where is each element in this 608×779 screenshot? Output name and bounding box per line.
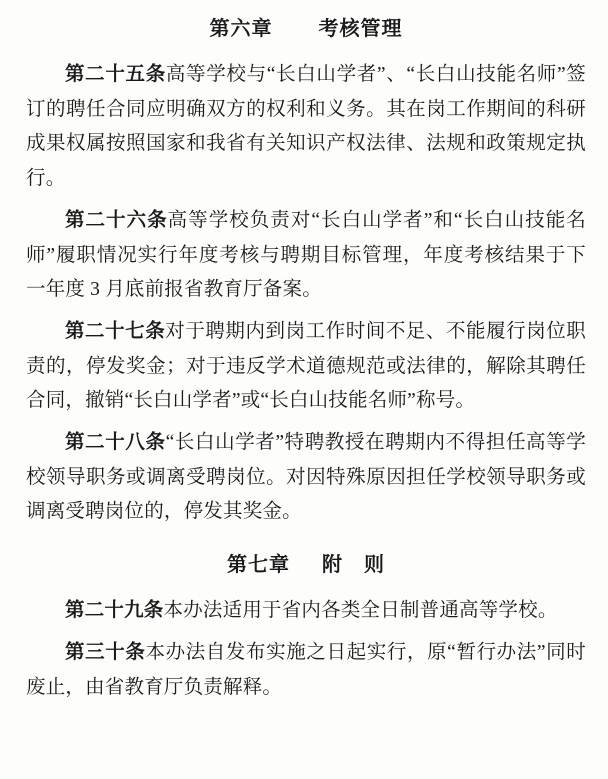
- article-27: [26, 315, 586, 419]
- chapter-heading-7: [26, 550, 586, 580]
- article-25-label: 第二十五条: [65, 64, 166, 85]
- article-26-label: 第二十六条: [65, 209, 168, 231]
- article-30-text: 本办法自发布实施之日起实行，原“暂行办法”同时废止，由省教育厅负责解释。: [26, 641, 586, 698]
- article-30: [26, 636, 586, 705]
- article-30-label: 第三十条: [65, 641, 146, 663]
- article-26-text: 高等学校负责对“长白山学者”和“长白山技能名师”履职情况实行年度考核与聘期目标管理，年度考核结果于下一年度 3 月底前报省教育厅备案。: [26, 209, 586, 301]
- article-25-text: 高等学校与“长白山学者”、“长白山技能名师”签订的聘任合同应明确双方的权利和义务。其在岗工作期间的科研成果权属按照国家和我省有关知识产权法律、法规和政策规定执行。: [26, 64, 586, 190]
- article-29: [26, 594, 586, 629]
- article-27-text: 对于聘期内到岗工作时间不足、不能履行岗位职责的，停发奖金；对于违反学术道德规范或法律的，解除其聘任合同，撤销“长白山学者”或“长白山技能名师”称号。: [26, 320, 586, 412]
- article-28-text: “长白山学者”特聘教授在聘期内不得担任高等学校领导职务或调离受聘岗位。对因特殊原因担任学校领导职务或调离受聘岗位的，停发其奖金。: [26, 432, 586, 523]
- article-27-label: 第二十七条: [65, 320, 166, 342]
- chapter-7-number: 第七章: [227, 554, 290, 577]
- chapter-6-title: 考核管理: [318, 18, 403, 40]
- chapter-7-title: 附 则: [322, 554, 385, 577]
- article-28: [26, 426, 586, 530]
- article-29-label: 第二十九条: [65, 600, 164, 622]
- article-25: [26, 58, 586, 197]
- article-28-label: 第二十八条: [65, 432, 166, 454]
- chapter-6-number: 第六章: [209, 18, 273, 40]
- article-29-text: 本办法适用于省内各类全日制普通高等学校。: [163, 600, 558, 622]
- article-26: [26, 204, 586, 308]
- chapter-heading-6: [26, 14, 586, 44]
